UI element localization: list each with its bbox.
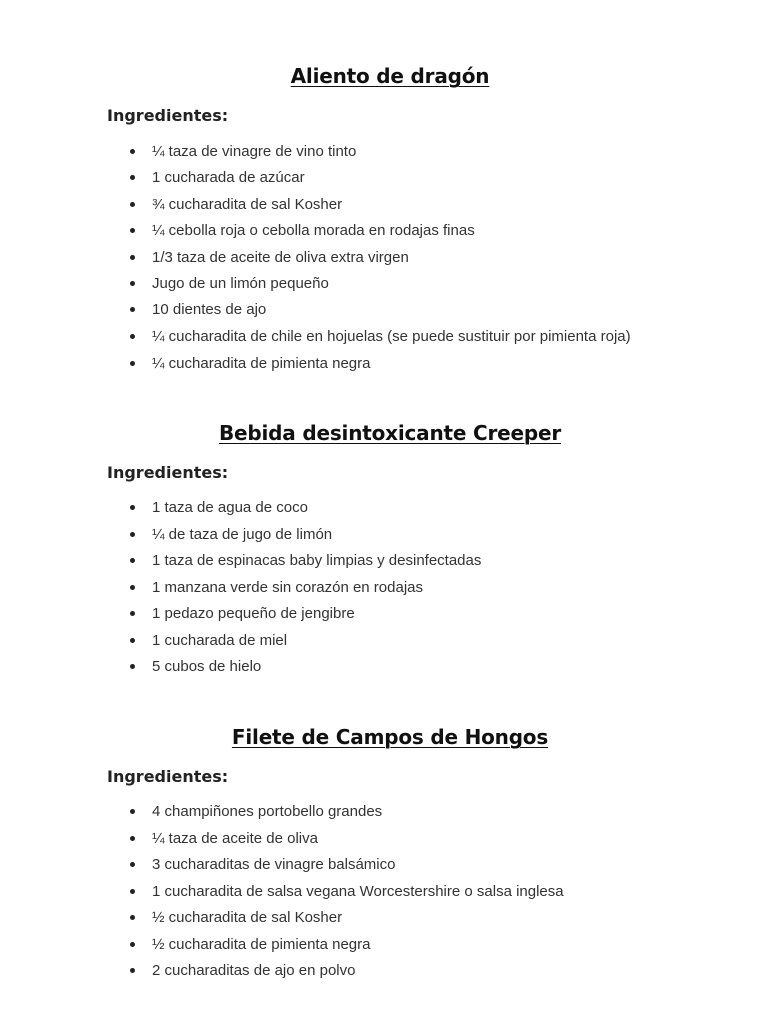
bullet-icon [130,281,135,286]
document-page: Aliento de dragón Ingredientes: ¼ taza de vinagre de vino tinto 1 cucharada de azúcar ¾ cucharadita de sal Kosher ¼ cebolla roja o cebolla morada en rodajas finas 1/3 taza de aceite de oliva extra virgen Jugo de un limón pequeño 10 dientes de ajo ¼ cucharadita de chile en hojuelas (se puede sustituir por pimienta roja) ¼ cucharadita de pimienta negra Bebida desintoxicante Creeper Ingredientes: 1 taza de agua de coco ¼ de taza de jugo de limón 1 taza de espinacas baby limpias y desinfectadas 1 manzana verde sin corazón en rodajas 1 pedazo pequeño de jengibre 1 cucharada de miel 5 cubos de hielo Filete de Campos de Hongos Ingredientes: 4 champiñones portobello grandes ¼ taza de aceite de oliva 3 cucharaditas de vinagre balsámico 1 cucharadita de salsa vegana Worcestershire o salsa inglesa ½ cucharadita de sal Kosher ½ cucharadita de pimienta negra 2 cucharaditas de ajo en polvo [0,0,768,1024]
bullet-icon [130,585,135,590]
bullet-icon [130,175,135,180]
bullet-icon [130,505,135,510]
bullet-icon [130,228,135,233]
bullet-icon [130,255,135,260]
bullet-icon [130,202,135,207]
bullet-icon [130,558,135,563]
bullet-icon [130,149,135,154]
bullet-icon [130,334,135,339]
ingredients-heading: Ingredientes: [107,463,229,482]
bullet-icon [130,307,135,312]
bullet-icon [130,664,135,669]
recipe-title: Aliento de dragón [290,64,490,88]
ingredients-heading: Ingredientes: [107,106,229,125]
ingredients-heading: Ingredientes: [107,767,229,786]
recipe-title: Bebida desintoxicante Creeper [219,421,561,445]
bullet-icon [130,836,135,841]
bullet-icon [130,361,135,366]
bullet-icon [130,889,135,894]
bullet-icon [130,862,135,867]
recipe-title: Filete de Campos de Hongos [231,725,549,749]
bullet-icon [130,611,135,616]
bullet-icon [130,942,135,947]
bullet-icon [130,532,135,537]
bullet-icon [130,915,135,920]
bullet-icon [130,968,135,973]
bullet-icon [130,638,135,643]
bullet-icon [130,809,135,814]
